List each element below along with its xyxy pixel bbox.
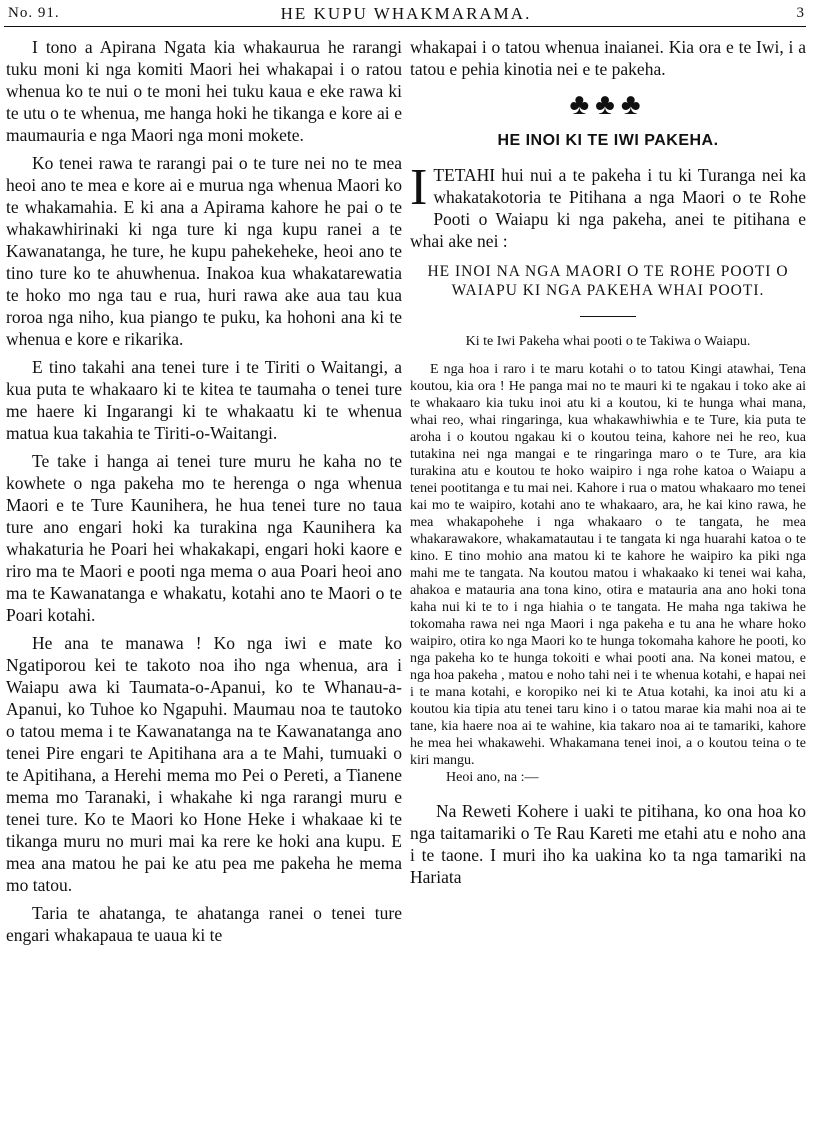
header-rule <box>4 26 806 27</box>
paragraph: Ko tenei rawa te rarangi pai o te ture nei no te mea heoi ano te mea e kore ai e murua nga whenua Maori ko te whakamahia. E ki ana a Apirama kahore he pai o te whakawhirinaki ki nga ture ki nga kupu ranei a te Kawanatanga, he ture, he kupu pahekeheke, heoi ano te tino ture ko te ahuwhenua. Inakoa kua whakatarewatia te hoko mo nga tau e rua, huri rawa ake aua tau kua roroa nga niho, kua piango te puku, ka hohoni ana ki te whenua e kore e rikarika. <box>6 153 402 349</box>
letter-signoff: Heoi ano, na :— <box>446 770 539 785</box>
petition-intro <box>410 159 806 252</box>
closing-paragraph: Na Reweti Kohere i uaki te pitihana, ko ona hoa ko nga taitamariki o Te Rau Kareti me etahi atu e noho ana i te taone. I muri iho ka uakina ko ta nga tamariki na Hariata <box>410 801 806 887</box>
petition-subheading: HE INOI NA NGA MAORI O TE ROHE POOTI O WAIAPU KI NGA PAKEHA WHAI POOTI. <box>427 263 789 299</box>
paragraph: I tono a Apirana Ngata kia whakaurua he rarangi tuku moni ki nga komiti Maori hei whakapai i o ratou whenua ko te nui o te moni hei tuku kaua e eke rawa ki te utu o te whenua, me hanga hoki he tikanga e kore ai e maumauria e nga Maori nga moni mokete. <box>6 37 402 145</box>
petition-intro-text: TETAHI hui nui a te pakeha i tu ki Turanga nei ka whakatakotoria te Pitihana a nga Maori o te Rohe Pooti o Waiapu ki nga pakeha, anei te pitihana e whai ake nei : <box>410 165 806 251</box>
right-column <box>410 36 806 894</box>
left-column <box>6 36 402 952</box>
masthead-title: HE KUPU WHAKMARAMA. <box>280 4 532 23</box>
paragraph: Taria te ahatanga, te ahatanga ranei o tenei ture engari whakapaua te uaua ki te <box>6 903 402 945</box>
paragraph: E tino takahi ana tenei ture i te Tiriti o Waitangi, a kua puta te whakaaro ki te kitea te taumaha o tenei ture me haere ki Ingarangi ki te whakaatu ki te whenua matua kua takahia te Tiriti-o-Waitangi. <box>6 357 402 443</box>
section-title: HE INOI KI TE IWI PAKEHA. <box>497 132 719 149</box>
issue-number: No. 91. <box>8 5 60 21</box>
paragraph: Te take i hanga ai tenei ture muru he kaha no te kowhete o nga pakeha mo te herenga o nga whenua Maori e te Ture Kaunihera, he hua tenei ture no taua ture ano engari hoki ka turakina nga Kaunihera ka whakaturia he Poari hei whakakapi, engari hoki kaore e riro ma te Maori e pooti nga mema o aua Poari heoi ano ma te Kawanatanga e whakatu, kotahi ano te Maori o te Poari kotahi. <box>6 451 402 625</box>
page-number: 3 <box>796 5 804 21</box>
intro-paragraph: whakapai i o tatou whenua inaianei. Kia ora e te Iwi, i a tatou e pehia kinotia nei e te pakeha. <box>410 37 806 79</box>
clover-ornament-icon: ♣♣♣ <box>569 88 647 121</box>
page-header <box>6 2 806 26</box>
paragraph: He ana te manawa ! Ko nga iwi e mate ko Ngatiporou kei te takoto noa iho nga whenua, ara i Waiapu awa ki Taumata-o-Apanui, ko te Whanau-a-Apanui, ko Tuhoe ko Ngapuhi. Maumau noa te tautoko o tatou mema i te Kawanatanga na te Kawanatanga ano tenei Pire engari te Apitihana ara a te Mahi, tumuaki o te Apitihana, a Herehi mema mo Pei o Pereti, a Tianene mema mo Taranaki, i whakahe ki nga rarangi muru e tenei ture. Ko te Maori ko Hone Heke i whakaae ki te tikanga muru no muri mai ka rere ke hoki ana kupu. E mea ana matou he pai ke atu pea me pakeha he mema mo tatou. <box>6 633 402 895</box>
petition-letter <box>410 361 806 786</box>
letter-heading: Ki te Iwi Pakeha whai pooti o te Takiwa o Waiapu. <box>465 334 751 349</box>
letter-body: E nga hoa i raro i te maru kotahi o to tatou Kingi atawhai, Tena koutou, kia ora ! He panga mai no te mauri ki te ngakau i toko ake ai te whakaaro kia tuku inoi atu ki a koutou, ki te hunga whai mana, whai reo, whai ringaringa, kua whakawhiwhia e te Ture, kia puta te aroha i o koutou ngakau ki o koutou teina, kahore nei he reo, kua tutakina nei nga mangai e te ringaringa maro o te Ture, ara kia turakina atu e koutou te hoko waipiro i nga rohe katoa o Waiapu a tenei pootitanga e tu mai nei. Kahore i rua o matou whakaaro mo tenei kai mo te waipiro, kotahi ano te whakaaro, ara, he kai kino rawa, he mea whakapohehe i nga whakaaro o te tangata, he mea whakarawakore, whakamatautau i te tangata ki nga huarahi katoa o te kino. E tino mohio ana matou ki te kahore he waipiro ka piki nga mahi me te tangata. Na koutou matou i whakaako ki tenei wai kaha, ahakoa e matauria ana tona kino, otira e matauria ana ano hoki tona kaha nui ki te to i nga hiahia o te tangata. He maha nga takiwa he tokomaha rawa nei nga Maori i nga pakeha e tu ana he whare hoko waipiro, otira ko nga Maori ko te hunga tokomaha kahore he pooti, ko nga pakeha ko te hunga tokoiti e whai pooti ana. Na konei matou, e nga hoa pakeha , matou e noho tahi nei i te whenua kotahi, e hapai nei i te mana kotahi, e koropiko nei ki te Atua kotahi, ka inoi atu ki a koutou kia tipia atu tenei taru kino i o tatou marae kia mahi noa ai te tane, kia haere noa ai te wahine, kia takaro noa ai te tamariki, kahore he mea hei whakawehi. Whakamana tenei inoi, a o koutou teina o te kiri mangu. <box>410 362 806 768</box>
drop-cap: I <box>410 159 428 216</box>
divider-rule <box>580 316 636 317</box>
